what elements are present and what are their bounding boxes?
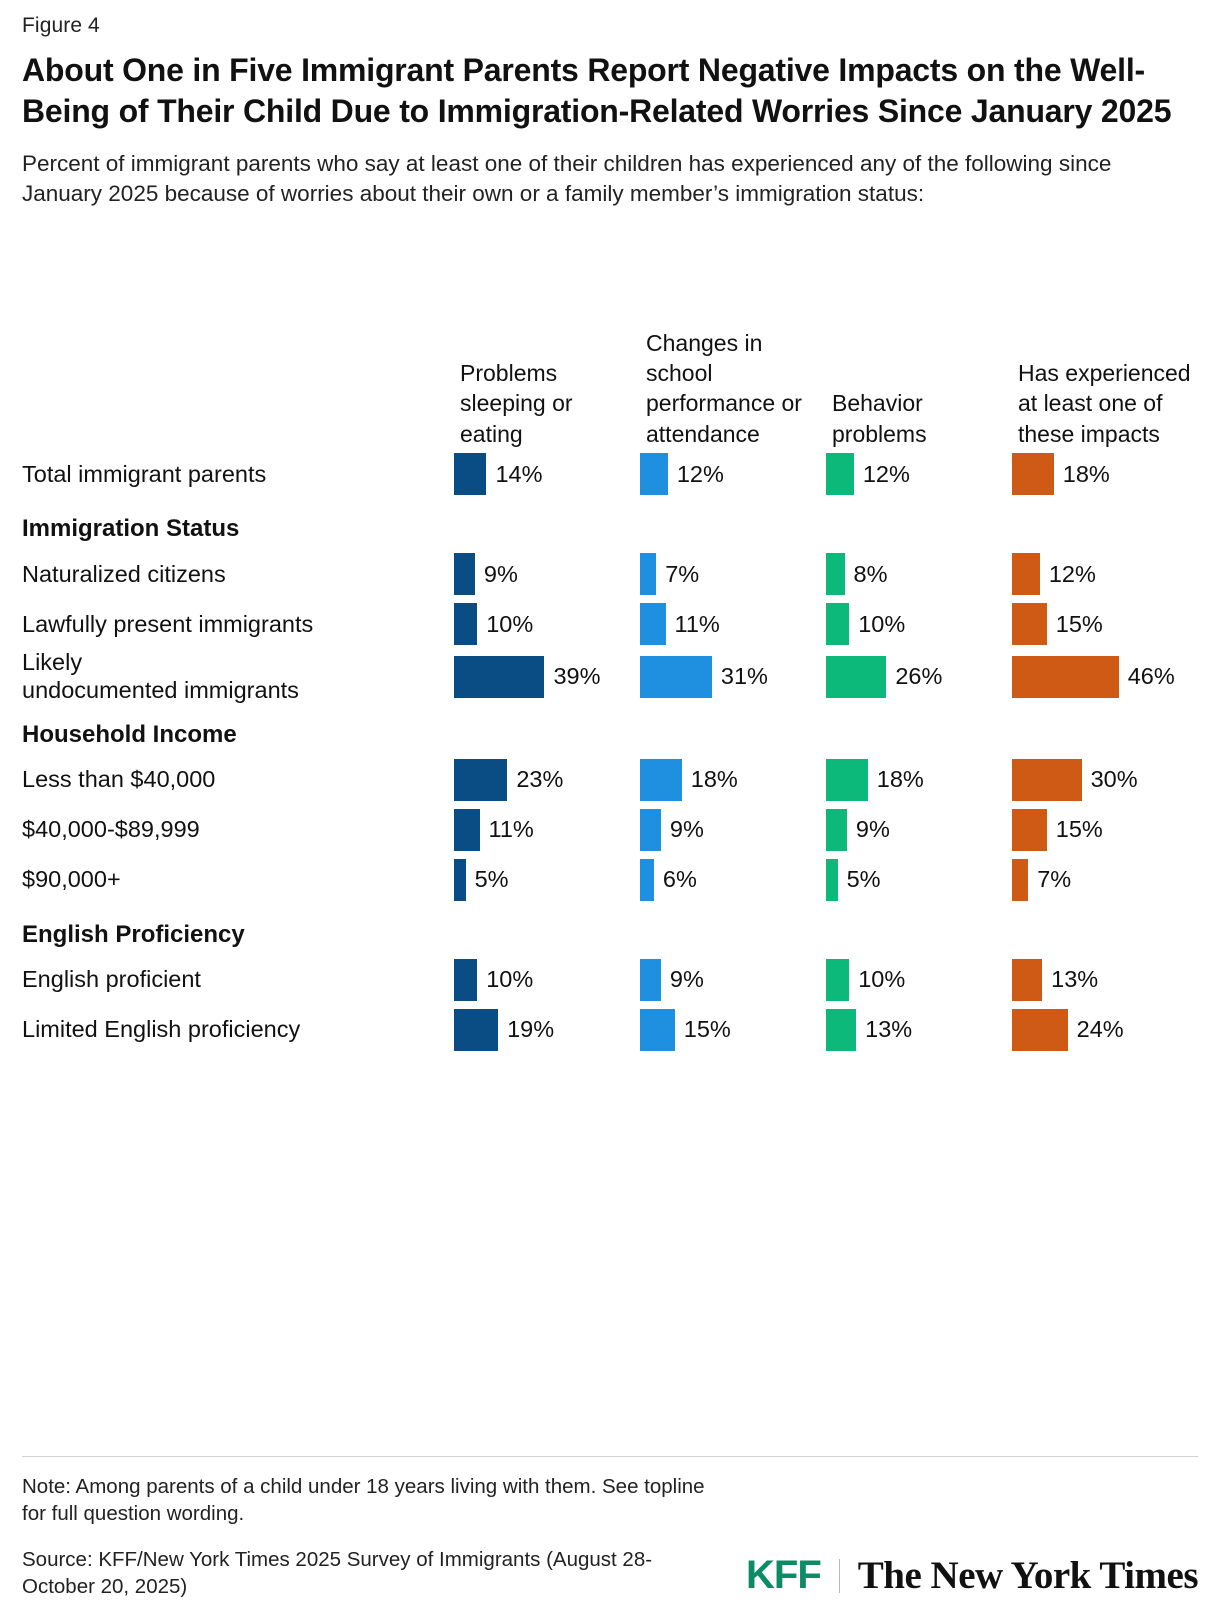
column-header-3: Has experienced at least one of these impacts [1018,360,1191,447]
chart-row-label: $90,000+ [22,866,121,893]
chart-rows [22,449,1198,1054]
bar-cell [454,553,640,595]
chart-row [22,855,1198,905]
bar [826,656,886,698]
bar-value-label: 7% [665,560,700,587]
bar-cell [826,656,1012,698]
bar [1012,553,1040,595]
bar-cell [454,656,640,698]
bar [640,959,661,1001]
bar-cell [640,759,826,801]
bar-cell [826,859,1012,901]
bar-value-label: 13% [1051,966,1099,993]
bar-cell [454,859,640,901]
bar [640,656,712,698]
bar-value-label: 7% [1037,866,1072,893]
bar [826,759,868,801]
chart-row-label: Lawfully present immigrants [22,610,314,637]
bar-cell [640,959,826,1001]
bar [454,809,480,851]
figure-footer [22,1456,1198,1600]
bar-value-label: 10% [486,966,534,993]
bar-value-label: 18% [1062,460,1110,487]
bar-cell [454,809,640,851]
bar-value-label: 5% [474,866,509,893]
chart-row-label: Likely undocumented immigrants [22,649,299,703]
bar [454,553,475,595]
kff-logo: KFF [746,1553,821,1597]
bar [1012,859,1028,901]
chart-row-label: Naturalized citizens [22,560,226,587]
bar-value-label: 14% [495,460,543,487]
bar [454,759,507,801]
bar-cell [1012,809,1212,851]
section-heading: Household Income [22,720,237,748]
bar [454,1009,498,1051]
bar [1012,1009,1068,1051]
brand-separator [839,1559,840,1593]
column-header-0: Problems sleeping or eating [460,360,573,447]
footer-divider [22,1456,1198,1457]
bar [640,553,656,595]
bar-cell [640,453,826,495]
nyt-logo: The New York Times [857,1554,1198,1597]
bar [1012,603,1047,645]
bar-value-label: 11% [674,610,720,637]
bar-value-label: 18% [690,766,738,793]
bar-value-label: 8% [853,560,888,587]
bar-chart [22,227,1198,1054]
bar-value-label: 11% [488,816,534,843]
column-header-1: Changes in school performance or attendance [646,329,802,447]
bar-cell [1012,1009,1212,1051]
chart-row-label: Less than $40,000 [22,766,216,793]
chart-row [22,549,1198,599]
bar-cell [1012,759,1212,801]
chart-row-label: English proficient [22,966,201,993]
bar [1012,959,1042,1001]
bar [1012,656,1119,698]
bar-value-label: 26% [895,663,943,690]
bar-cell [454,453,640,495]
bar-value-label: 10% [486,610,534,637]
bar [826,453,854,495]
bar-value-label: 24% [1076,1016,1124,1043]
bar-value-label: 15% [683,1016,731,1043]
bar [640,859,654,901]
chart-column-headers [22,227,1198,449]
bar [640,1009,675,1051]
bar-value-label: 13% [865,1016,913,1043]
bar-cell [826,809,1012,851]
bar-cell [640,603,826,645]
bar-value-label: 5% [846,866,881,893]
bar-cell [1012,553,1212,595]
chart-row [22,449,1198,499]
section-heading: English Proficiency [22,920,245,948]
chart-row-label: $40,000-$89,999 [22,816,200,843]
bar-value-label: 6% [662,866,697,893]
bar-cell [640,1009,826,1051]
bar-value-label: 23% [516,766,564,793]
bar-value-label: 18% [876,766,924,793]
bar-cell [1012,959,1212,1001]
bar-cell [640,656,826,698]
chart-row [22,1005,1198,1055]
bar-value-label: 39% [553,663,601,690]
bar-value-label: 15% [1055,816,1103,843]
chart-row [22,805,1198,855]
bar-value-label: 30% [1090,766,1138,793]
bar-cell [640,809,826,851]
column-header-2: Behavior problems [832,390,927,447]
bar [454,959,477,1001]
chart-source: Source: KFF/New York Times 2025 Survey of Immigrants (August 28-October 20, 2025) [22,1547,653,1598]
bar [454,859,466,901]
bar-value-label: 12% [1048,560,1096,587]
bar-value-label: 46% [1127,663,1175,690]
bar-cell [640,859,826,901]
bar-value-label: 12% [862,460,910,487]
bar [454,656,544,698]
bar-cell [826,959,1012,1001]
bar-value-label: 9% [669,816,704,843]
chart-row [22,755,1198,805]
chart-row-label: Total immigrant parents [22,460,267,487]
bar [1012,453,1054,495]
bar [826,809,847,851]
bar [826,959,849,1001]
bar-value-label: 9% [483,560,518,587]
bar-value-label: 9% [855,816,890,843]
chart-row-label: Limited English proficiency [22,1016,301,1043]
chart-note: Note: Among parents of a child under 18 years living with them. See topline for full question wording. [22,1475,705,1526]
bar-value-label: 19% [507,1016,555,1043]
bar-cell [826,1009,1012,1051]
bar [1012,759,1082,801]
bar-cell [826,553,1012,595]
bar-cell [454,959,640,1001]
bar [826,859,838,901]
figure-label: Figure 4 [22,14,100,37]
bar [1012,809,1047,851]
page-title: About One in Five Immigrant Parents Report Negative Impacts on the Well-Being of Their Child Due to Immigration-Related Worries Since January 2025 [22,52,1172,129]
bar-cell [454,759,640,801]
bar [826,603,849,645]
bar [640,603,666,645]
chart-row [22,649,1198,704]
bar-cell [454,603,640,645]
bar [640,453,668,495]
bar-value-label: 10% [858,610,906,637]
bar-value-label: 31% [720,663,768,690]
bar-cell [826,603,1012,645]
bar-value-label: 10% [858,966,906,993]
bar [454,603,477,645]
bar-cell [826,453,1012,495]
bar-cell [1012,859,1212,901]
chart-row [22,599,1198,649]
bar [826,1009,856,1051]
bar [640,759,682,801]
source-row [22,1546,1198,1601]
bar-value-label: 9% [669,966,704,993]
bar-value-label: 12% [676,460,724,487]
brand-logos [746,1553,1198,1600]
bar-cell [640,553,826,595]
bar [640,809,661,851]
bar-cell [1012,656,1212,698]
bar-value-label: 15% [1055,610,1103,637]
section-heading: Immigration Status [22,515,240,543]
bar-cell [454,1009,640,1051]
bar-cell [1012,603,1212,645]
bar [826,553,845,595]
chart-row [22,955,1198,1005]
chart-subtitle: Percent of immigrant parents who say at least one of their children has experienced any of the following since January 2025 because of worries about their own or a family member’s immigration status: [22,151,1112,207]
bar [454,453,486,495]
bar-cell [1012,453,1212,495]
bar-cell [826,759,1012,801]
